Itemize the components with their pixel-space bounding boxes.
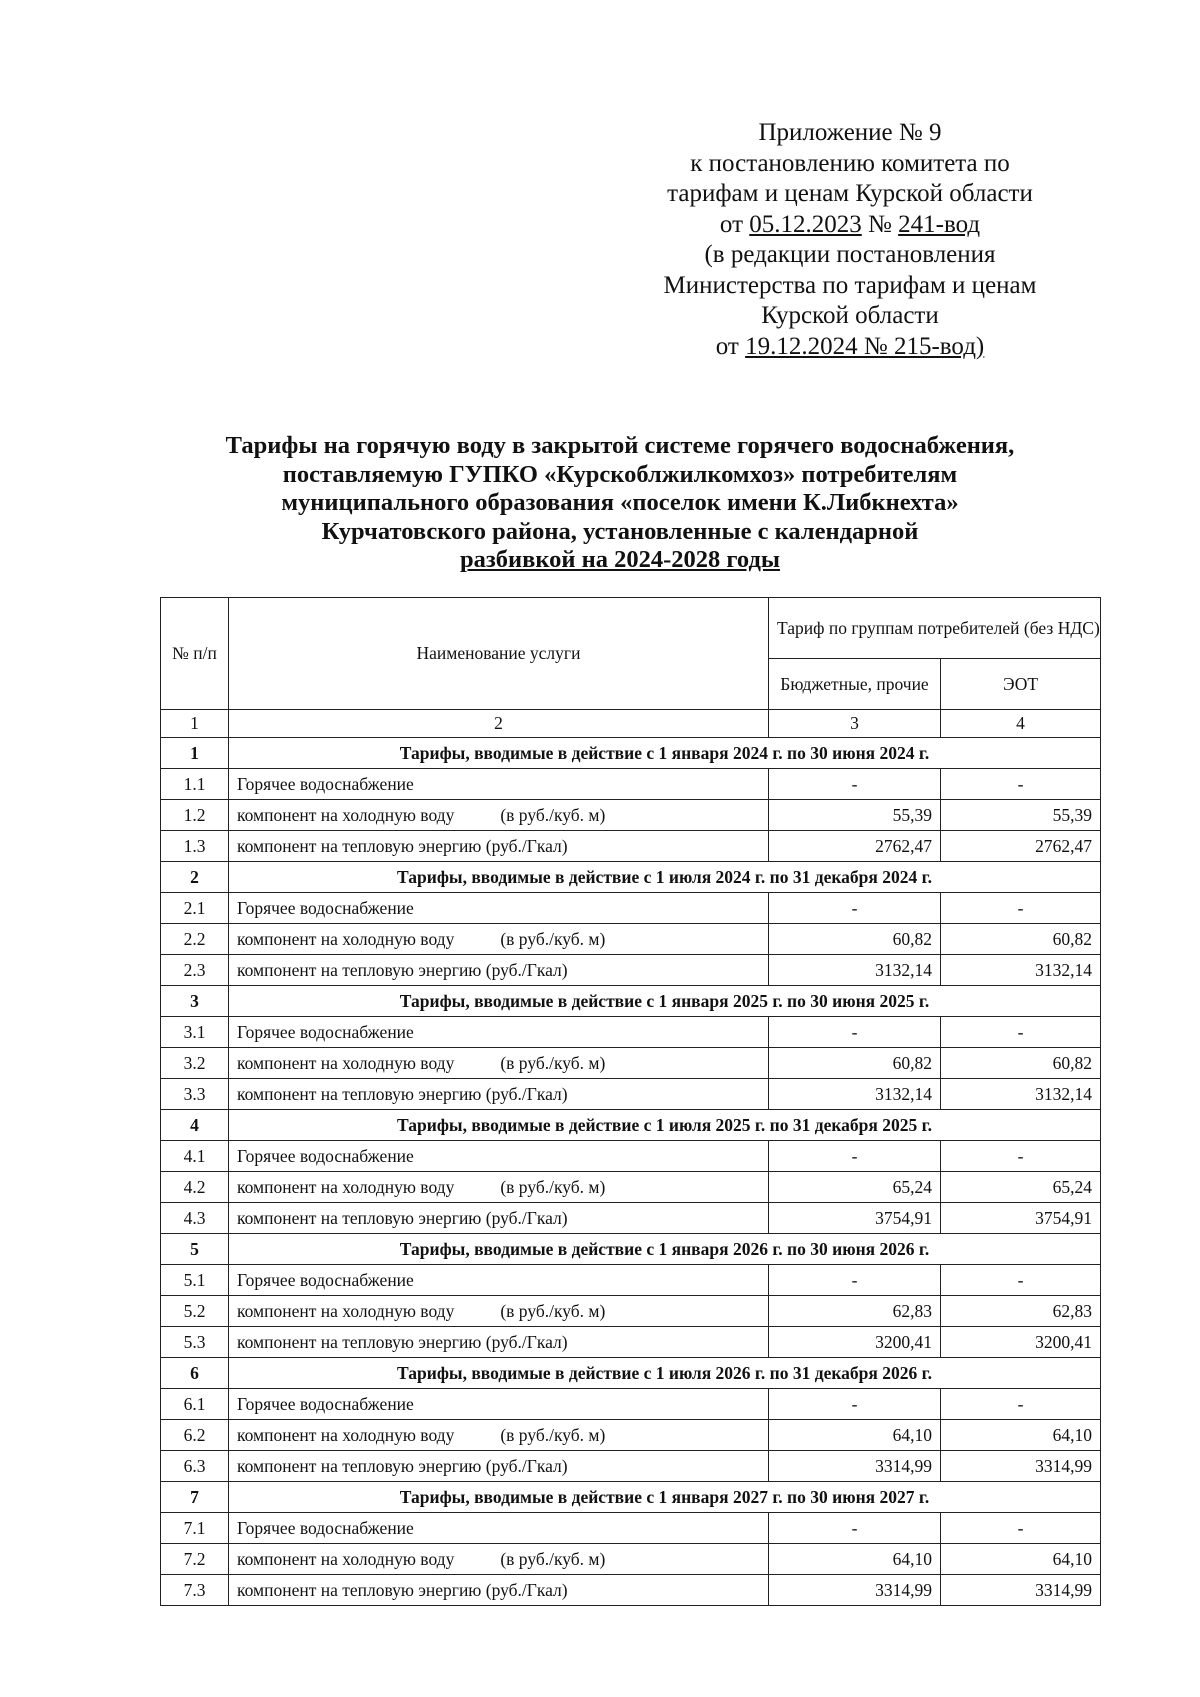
service-name: компонент на тепловую энергию (руб./Гкал): [237, 1331, 568, 1352]
row-number: 6.1: [161, 1389, 229, 1420]
tariff-budget: 60,82: [769, 924, 941, 955]
service-name: Горячее водоснабжение: [237, 1393, 414, 1414]
table-row: [161, 1079, 1101, 1110]
table-header-row: [161, 598, 1101, 659]
service-unit: (в руб./куб. м): [500, 804, 606, 825]
service-name: компонент на холодную воду: [237, 1052, 455, 1073]
tariff-eot: 55,39: [941, 800, 1101, 831]
table-row: [161, 1048, 1101, 1079]
service-name: Горячее водоснабжение: [237, 1021, 414, 1042]
tariff-budget: 3132,14: [769, 1079, 941, 1110]
tariff-budget: -: [769, 893, 941, 924]
service-name-cell: [229, 1451, 769, 1482]
service-name: компонент на тепловую энергию (руб./Гкал): [237, 1207, 568, 1228]
row-number: 7.2: [161, 1544, 229, 1575]
service-name: компонент на тепловую энергию (руб./Гкал): [237, 1579, 568, 1600]
row-number: 5.2: [161, 1296, 229, 1327]
tariff-eot: -: [941, 893, 1101, 924]
row-number: 4.1: [161, 1141, 229, 1172]
table-row: [161, 1141, 1101, 1172]
section-row: [161, 1234, 1101, 1265]
section-title: Тарифы, вводимые в действие с 1 января 2025 г. по 30 июня 2025 г.: [229, 986, 1101, 1017]
service-name-cell: [229, 1203, 769, 1234]
service-name: компонент на холодную воду: [237, 928, 455, 949]
table-row: [161, 831, 1101, 862]
service-name-cell: [229, 1327, 769, 1358]
tariff-eot: 3132,14: [941, 1079, 1101, 1110]
service-name: компонент на холодную воду: [237, 1548, 455, 1569]
service-name-cell: [229, 1389, 769, 1420]
appendix-line: к постановлению комитета по: [690, 149, 1010, 177]
service-name-cell: [229, 769, 769, 800]
service-name: компонент на тепловую энергию (руб./Гкал): [237, 1083, 568, 1104]
service-name-cell: [229, 1172, 769, 1203]
section-title: Тарифы, вводимые в действие с 1 июля 2026 г. по 31 декабря 2026 г.: [229, 1358, 1101, 1389]
row-number: 1.1: [161, 769, 229, 800]
section-row: [161, 738, 1101, 769]
service-unit: (в руб./куб. м): [500, 1548, 606, 1569]
tariff-budget: 55,39: [769, 800, 941, 831]
row-number: 6.2: [161, 1420, 229, 1451]
column-number: 2: [229, 710, 769, 738]
row-number: 3.2: [161, 1048, 229, 1079]
column-number: 3: [769, 710, 941, 738]
table-row: [161, 1420, 1101, 1451]
service-name: компонент на холодную воду: [237, 804, 455, 825]
service-name-cell: [229, 1141, 769, 1172]
row-number: 4.2: [161, 1172, 229, 1203]
tariff-budget: 64,10: [769, 1544, 941, 1575]
tariff-budget: 60,82: [769, 1048, 941, 1079]
tariff-eot: 3754,91: [941, 1203, 1101, 1234]
tariff-eot: 62,83: [941, 1296, 1101, 1327]
table-row: [161, 1575, 1101, 1606]
appendix-text: от: [715, 332, 746, 360]
row-number: 7.1: [161, 1513, 229, 1544]
revision-date-number: 19.12.2024 № 215-вод): [745, 332, 985, 360]
document-title: [140, 432, 1100, 575]
tariff-eot: 2762,47: [941, 831, 1101, 862]
tariff-budget: -: [769, 1017, 941, 1048]
service-name-cell: [229, 800, 769, 831]
tariff-eot: 60,82: [941, 924, 1101, 955]
service-unit: (в руб./куб. м): [500, 928, 606, 949]
section-number: 4: [161, 1110, 229, 1141]
table-row: [161, 800, 1101, 831]
service-name-cell: [229, 1296, 769, 1327]
section-number: 3: [161, 986, 229, 1017]
tariff-budget: 64,10: [769, 1420, 941, 1451]
tariff-eot: 3314,99: [941, 1451, 1101, 1482]
table-row: [161, 1203, 1101, 1234]
header-eot: ЭОТ: [941, 659, 1101, 710]
tariff-eot: 3314,99: [941, 1575, 1101, 1606]
title-line: поставляемую ГУПКО «Курскоблжилкомхоз» потребителям: [282, 460, 958, 488]
service-unit: (в руб./куб. м): [500, 1176, 606, 1197]
tariff-eot: -: [941, 1017, 1101, 1048]
row-number: 2.2: [161, 924, 229, 955]
section-row: [161, 1110, 1101, 1141]
tariff-budget: 3200,41: [769, 1327, 941, 1358]
tariff-budget: 3754,91: [769, 1203, 941, 1234]
section-row: [161, 862, 1101, 893]
table-row: [161, 924, 1101, 955]
tariff-eot: 3132,14: [941, 955, 1101, 986]
tariff-eot: 60,82: [941, 1048, 1101, 1079]
tariff-eot: -: [941, 1141, 1101, 1172]
table-row: [161, 955, 1101, 986]
header-tariff-group: Тариф по группам потребителей (без НДС): [769, 598, 1101, 659]
tariff-eot: -: [941, 1265, 1101, 1296]
appendix-line: Курской области: [761, 302, 939, 329]
table-row: [161, 1296, 1101, 1327]
header-num: № п/п: [161, 598, 229, 710]
title-line: Тарифы на горячую воду в закрытой системе горячего водоснабжения,: [225, 432, 1015, 459]
tariff-budget: -: [769, 769, 941, 800]
row-number: 7.3: [161, 1575, 229, 1606]
tariff-eot: -: [941, 1389, 1101, 1420]
tariff-eot: 64,10: [941, 1420, 1101, 1451]
header-budget: Бюджетные, прочие: [769, 659, 941, 710]
service-name-cell: [229, 1544, 769, 1575]
column-number: 4: [941, 710, 1101, 738]
service-name: Горячее водоснабжение: [237, 773, 414, 794]
table-row: [161, 1172, 1101, 1203]
tariff-eot: -: [941, 769, 1101, 800]
section-row: [161, 1358, 1101, 1389]
tariff-budget: 3314,99: [769, 1575, 941, 1606]
column-number: 1: [161, 710, 229, 738]
service-name: Горячее водоснабжение: [237, 897, 414, 918]
appendix-line: Министерства по тарифам и ценам: [663, 271, 1037, 299]
title-line: муниципального образования «поселок имени К.Либкнехта»: [281, 489, 959, 516]
table-row: [161, 1327, 1101, 1358]
section-number: 1: [161, 738, 229, 769]
appendix-line: [600, 332, 1100, 363]
service-unit: (в руб./куб. м): [500, 1052, 606, 1073]
section-title: Тарифы, вводимые в действие с 1 июля 2024 г. по 31 декабря 2024 г.: [229, 862, 1101, 893]
service-name-cell: [229, 924, 769, 955]
service-name-cell: [229, 893, 769, 924]
appendix-line: тарифам и ценам Курской области: [667, 180, 1033, 207]
row-number: 2.3: [161, 955, 229, 986]
row-number: 3.1: [161, 1017, 229, 1048]
tariffs-table: [160, 597, 1101, 1606]
tariff-budget: -: [769, 1141, 941, 1172]
tariff-budget: -: [769, 1265, 941, 1296]
service-name-cell: [229, 1420, 769, 1451]
section-number: 7: [161, 1482, 229, 1513]
column-number-row: [161, 710, 1101, 738]
title-period: разбивкой на 2024-2028 годы: [460, 546, 780, 573]
tariff-eot: 64,10: [941, 1544, 1101, 1575]
decree-date: 05.12.2023: [749, 210, 862, 238]
row-number: 1.2: [161, 800, 229, 831]
tariff-eot: 65,24: [941, 1172, 1101, 1203]
service-name: Горячее водоснабжение: [237, 1517, 414, 1538]
section-title: Тарифы, вводимые в действие с 1 июля 2025 г. по 31 декабря 2025 г.: [229, 1110, 1101, 1141]
service-name-cell: [229, 1575, 769, 1606]
row-number: 5.1: [161, 1265, 229, 1296]
service-name: компонент на тепловую энергию (руб./Гкал): [237, 959, 568, 980]
title-line: Курчатовского района, установленные с календарной: [321, 517, 919, 545]
service-name: компонент на холодную воду: [237, 1424, 455, 1445]
service-name-cell: [229, 831, 769, 862]
tariff-budget: 3314,99: [769, 1451, 941, 1482]
section-number: 5: [161, 1234, 229, 1265]
section-title: Тарифы, вводимые в действие с 1 января 2024 г. по 30 июня 2024 г.: [229, 738, 1101, 769]
service-name: компонент на тепловую энергию (руб./Гкал): [237, 1455, 568, 1476]
appendix-line: Приложение № 9: [758, 119, 942, 146]
row-number: 2.1: [161, 893, 229, 924]
service-name-cell: [229, 1265, 769, 1296]
tariff-budget: 65,24: [769, 1172, 941, 1203]
service-unit: (в руб./куб. м): [500, 1424, 606, 1445]
row-number: 5.3: [161, 1327, 229, 1358]
tariff-eot: 3200,41: [941, 1327, 1101, 1358]
section-number: 2: [161, 862, 229, 893]
header-name: Наименование услуги: [229, 598, 769, 710]
appendix-text: от: [719, 210, 750, 238]
section-row: [161, 986, 1101, 1017]
tariff-budget: 3132,14: [769, 955, 941, 986]
tariff-budget: 62,83: [769, 1296, 941, 1327]
service-name: компонент на холодную воду: [237, 1176, 455, 1197]
row-number: 1.3: [161, 831, 229, 862]
appendix-line: [600, 210, 1100, 241]
decree-number: 241-вод: [898, 210, 981, 238]
tariff-budget: -: [769, 1513, 941, 1544]
section-row: [161, 1482, 1101, 1513]
table-row: [161, 1451, 1101, 1482]
tariff-eot: -: [941, 1513, 1101, 1544]
table-row: [161, 893, 1101, 924]
appendix-text: №: [861, 210, 899, 238]
tariff-budget: -: [769, 1389, 941, 1420]
title-line: [140, 546, 1100, 575]
table-row: [161, 1265, 1101, 1296]
service-name-cell: [229, 1079, 769, 1110]
service-name: Горячее водоснабжение: [237, 1145, 414, 1166]
section-title: Тарифы, вводимые в действие с 1 января 2026 г. по 30 июня 2026 г.: [229, 1234, 1101, 1265]
table-row: [161, 769, 1101, 800]
section-number: 6: [161, 1358, 229, 1389]
appendix-block: [600, 118, 1100, 362]
service-name: Горячее водоснабжение: [237, 1269, 414, 1290]
row-number: 6.3: [161, 1451, 229, 1482]
section-title: Тарифы, вводимые в действие с 1 января 2027 г. по 30 июня 2027 г.: [229, 1482, 1101, 1513]
service-name-cell: [229, 1048, 769, 1079]
service-name-cell: [229, 955, 769, 986]
tariff-budget: 2762,47: [769, 831, 941, 862]
service-name-cell: [229, 1017, 769, 1048]
table-row: [161, 1513, 1101, 1544]
service-name: компонент на холодную воду: [237, 1300, 455, 1321]
table-row: [161, 1017, 1101, 1048]
service-name: компонент на тепловую энергию (руб./Гкал): [237, 835, 568, 856]
service-name-cell: [229, 1513, 769, 1544]
table-row: [161, 1544, 1101, 1575]
row-number: 3.3: [161, 1079, 229, 1110]
row-number: 4.3: [161, 1203, 229, 1234]
service-unit: (в руб./куб. м): [500, 1300, 606, 1321]
table-row: [161, 1389, 1101, 1420]
appendix-line: (в редакции постановления: [704, 241, 996, 268]
